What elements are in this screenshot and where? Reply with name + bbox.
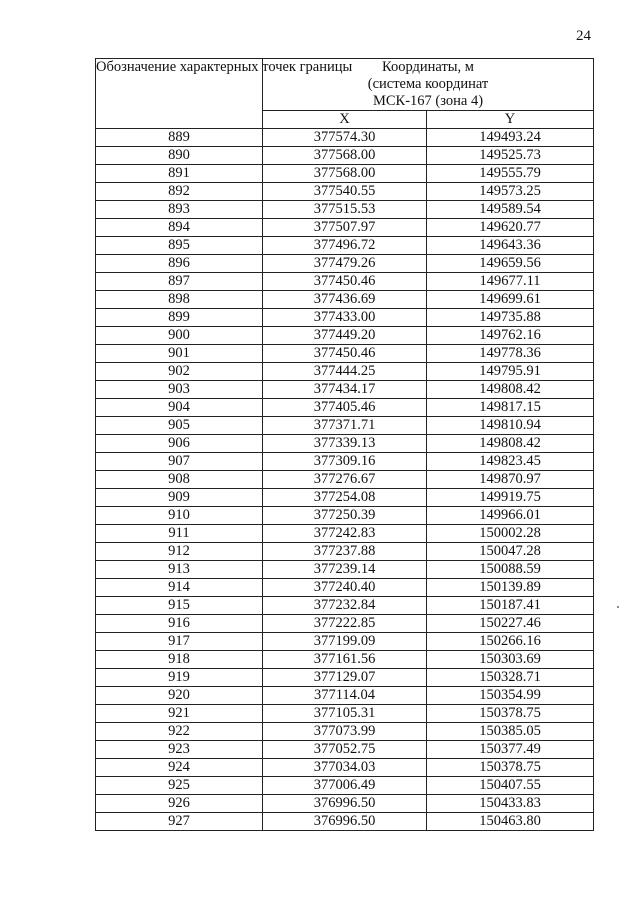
table-row [96,525,594,543]
table-row [96,741,594,759]
y-cell: 150463.80 [427,813,594,831]
table-row [96,363,594,381]
y-cell: 150407.55 [427,777,594,795]
table-row [96,219,594,237]
x-cell: 377199.09 [263,633,427,651]
point-cell: 907 [96,453,263,471]
y-cell: 149823.45 [427,453,594,471]
table-row [96,129,594,147]
point-cell: 921 [96,705,263,723]
table-row [96,417,594,435]
header-coords-line1: Координаты, м [382,59,474,75]
y-cell: 150227.46 [427,615,594,633]
table-row [96,435,594,453]
table-row [96,633,594,651]
y-cell: 149778.36 [427,345,594,363]
y-cell: 149735.88 [427,309,594,327]
point-cell: 920 [96,687,263,705]
table-header [96,59,594,129]
x-cell: 377052.75 [263,741,427,759]
x-cell: 377496.72 [263,237,427,255]
table-row [96,489,594,507]
table-row [96,237,594,255]
point-cell: 922 [96,723,263,741]
x-cell: 377006.49 [263,777,427,795]
x-cell: 377239.14 [263,561,427,579]
point-cell: 892 [96,183,263,201]
table-row [96,795,594,813]
table-row [96,381,594,399]
y-cell: 149589.54 [427,201,594,219]
x-cell: 377254.08 [263,489,427,507]
table-row [96,597,594,615]
point-cell: 903 [96,381,263,399]
y-cell: 150139.89 [427,579,594,597]
table-row [96,255,594,273]
y-cell: 149870.97 [427,471,594,489]
point-cell: 897 [96,273,263,291]
point-cell: 893 [96,201,263,219]
header-point-label: Обозначение характерных точек границы [96,59,263,129]
x-cell: 377276.67 [263,471,427,489]
table-row [96,273,594,291]
point-cell: 895 [96,237,263,255]
point-cell: 924 [96,759,263,777]
x-cell: 377222.85 [263,615,427,633]
x-cell: 377129.07 [263,669,427,687]
page-number: 24 [576,28,591,44]
y-cell: 150433.83 [427,795,594,813]
y-cell: 150354.99 [427,687,594,705]
point-cell: 927 [96,813,263,831]
point-cell: 894 [96,219,263,237]
table-row [96,399,594,417]
y-cell: 150377.49 [427,741,594,759]
y-cell: 150303.69 [427,651,594,669]
x-cell: 377073.99 [263,723,427,741]
point-cell: 900 [96,327,263,345]
x-cell: 377232.84 [263,597,427,615]
point-cell: 925 [96,777,263,795]
table-row [96,543,594,561]
x-cell: 376996.50 [263,813,427,831]
point-cell: 896 [96,255,263,273]
x-cell: 377240.40 [263,579,427,597]
y-cell: 150378.75 [427,705,594,723]
x-cell: 377237.88 [263,543,427,561]
y-cell: 149525.73 [427,147,594,165]
point-cell: 898 [96,291,263,309]
x-cell: 377339.13 [263,435,427,453]
x-cell: 377450.46 [263,345,427,363]
point-cell: 926 [96,795,263,813]
header-x: X [263,111,427,129]
coordinates-table [95,58,594,831]
table-row [96,687,594,705]
x-cell: 377434.17 [263,381,427,399]
point-cell: 916 [96,615,263,633]
point-cell: 915 [96,597,263,615]
table-row [96,705,594,723]
y-cell: 149573.25 [427,183,594,201]
y-cell: 149808.42 [427,435,594,453]
x-cell: 377449.20 [263,327,427,345]
point-cell: 919 [96,669,263,687]
y-cell: 150266.16 [427,633,594,651]
y-cell: 150378.75 [427,759,594,777]
x-cell: 377114.04 [263,687,427,705]
point-cell: 906 [96,435,263,453]
x-cell: 377479.26 [263,255,427,273]
x-cell: 377444.25 [263,363,427,381]
table-row [96,345,594,363]
x-cell: 377515.53 [263,201,427,219]
x-cell: 377568.00 [263,165,427,183]
table-row [96,471,594,489]
point-cell: 889 [96,129,263,147]
x-cell: 377540.55 [263,183,427,201]
y-cell: 150328.71 [427,669,594,687]
table-row [96,309,594,327]
point-cell: 913 [96,561,263,579]
header-y: Y [427,111,594,129]
point-cell: 908 [96,471,263,489]
y-cell: 149762.16 [427,327,594,345]
table-row [96,201,594,219]
table-row [96,651,594,669]
point-cell: 891 [96,165,263,183]
header-coords-line3: МСК-167 (зона 4) [372,93,484,109]
point-cell: 905 [96,417,263,435]
x-cell: 377371.71 [263,417,427,435]
point-cell: 909 [96,489,263,507]
point-cell: 912 [96,543,263,561]
y-cell: 150002.28 [427,525,594,543]
x-cell: 377433.00 [263,309,427,327]
x-cell: 377507.97 [263,219,427,237]
x-cell: 377568.00 [263,147,427,165]
x-cell: 377242.83 [263,525,427,543]
y-cell: 150187.41 [427,597,594,615]
point-cell: 904 [96,399,263,417]
y-cell: 149795.91 [427,363,594,381]
point-cell: 918 [96,651,263,669]
x-cell: 377574.30 [263,129,427,147]
x-cell: 376996.50 [263,795,427,813]
x-cell: 377405.46 [263,399,427,417]
point-cell: 899 [96,309,263,327]
y-cell: 150047.28 [427,543,594,561]
table-row [96,165,594,183]
table-body [96,129,594,831]
point-cell: 914 [96,579,263,597]
point-cell: 911 [96,525,263,543]
x-cell: 377450.46 [263,273,427,291]
y-cell: 149493.24 [427,129,594,147]
table-row [96,453,594,471]
x-cell: 377250.39 [263,507,427,525]
y-cell: 149677.11 [427,273,594,291]
point-cell: 910 [96,507,263,525]
y-cell: 149659.56 [427,255,594,273]
y-cell: 150088.59 [427,561,594,579]
point-cell: 917 [96,633,263,651]
y-cell: 149699.61 [427,291,594,309]
scan-speck [617,606,619,608]
y-cell: 149919.75 [427,489,594,507]
y-cell: 149810.94 [427,417,594,435]
y-cell: 149555.79 [427,165,594,183]
table-row [96,579,594,597]
header-coords-line2: (система координат [367,76,489,92]
table-row [96,561,594,579]
table-row [96,183,594,201]
y-cell: 149817.15 [427,399,594,417]
x-cell: 377161.56 [263,651,427,669]
y-cell: 149620.77 [427,219,594,237]
y-cell: 150385.05 [427,723,594,741]
table-row [96,147,594,165]
y-cell: 149808.42 [427,381,594,399]
y-cell: 149966.01 [427,507,594,525]
point-cell: 902 [96,363,263,381]
x-cell: 377309.16 [263,453,427,471]
table-row [96,777,594,795]
point-cell: 890 [96,147,263,165]
table-row [96,813,594,831]
x-cell: 377436.69 [263,291,427,309]
point-cell: 923 [96,741,263,759]
table-row [96,615,594,633]
y-cell: 149643.36 [427,237,594,255]
table-row [96,723,594,741]
table-row [96,327,594,345]
table-row [96,291,594,309]
x-cell: 377034.03 [263,759,427,777]
table-row [96,507,594,525]
point-cell: 901 [96,345,263,363]
x-cell: 377105.31 [263,705,427,723]
table-row [96,759,594,777]
table-row [96,669,594,687]
